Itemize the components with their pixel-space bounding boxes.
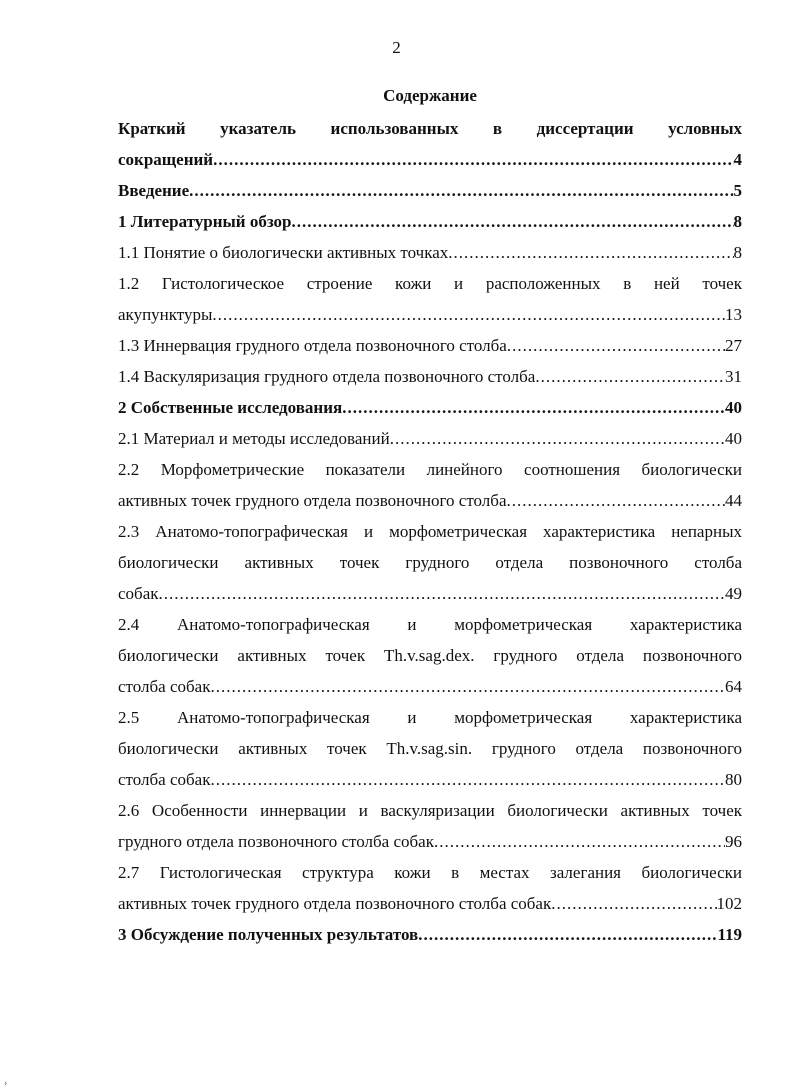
- toc-entry-last-line: [118, 485, 742, 516]
- toc-entry-last-line: [118, 826, 742, 857]
- leader-dots: [418, 919, 717, 950]
- leader-dots: [551, 888, 716, 919]
- toc-entry[interactable]: [118, 516, 742, 609]
- toc-entry-title: 1.3 Иннервация грудного отдела позвоночного столба: [118, 336, 507, 355]
- toc-entry-last-line: [118, 237, 742, 268]
- leader-dots: [189, 175, 733, 206]
- toc-entry-last-line: [118, 392, 742, 423]
- toc-entry-line: биологически активных точек Th.v.sag.sin. грудного отдела позвоночного: [118, 739, 742, 758]
- toc-page-number: 64: [725, 677, 742, 696]
- page-title: Содержание: [383, 86, 477, 105]
- toc-entry-title: активных точек грудного отдела позвоночного столба собак: [118, 894, 552, 913]
- toc-entry[interactable]: [118, 175, 742, 206]
- toc-entry-line: 2.5 Анатомо-топографическая и морфометрическая характеристика: [118, 708, 742, 727]
- toc-page-number: 40: [725, 429, 742, 448]
- toc-entry-title: собак: [118, 584, 159, 603]
- toc-page-number: 44: [725, 491, 742, 510]
- toc-entry-last-line: [118, 919, 742, 950]
- toc-entry-line: 2.6 Особенности иннервации и васкуляризации биологически активных точек: [118, 801, 742, 820]
- toc-page-number: 4: [733, 150, 742, 169]
- toc-entry-last-line: [118, 175, 742, 206]
- toc-entry-line: биологически активных точек Th.v.sag.dex. грудного отдела позвоночного: [118, 646, 742, 665]
- toc-entry-title: активных точек грудного отдела позвоночного столба: [118, 491, 507, 510]
- toc-page-number: 96: [725, 832, 742, 851]
- toc-entry-title: 1.4 Васкуляризация грудного отдела позвоночного столба: [118, 367, 536, 386]
- toc-entry-title: 1.1 Понятие о биологически активных точках: [118, 243, 449, 262]
- leader-dots: [342, 392, 725, 423]
- toc-entry[interactable]: [118, 361, 742, 392]
- toc-entry-title: акупунктуры: [118, 305, 213, 324]
- leader-dots: [507, 330, 725, 361]
- toc-entry[interactable]: [118, 609, 742, 702]
- toc-entry[interactable]: [118, 392, 742, 423]
- leader-dots: [507, 485, 726, 516]
- toc-entry-last-line: [118, 423, 742, 454]
- toc-entry-title: 1 Литературный обзор: [118, 212, 292, 231]
- toc-entry[interactable]: [118, 919, 742, 950]
- toc-entry-last-line: [118, 299, 742, 330]
- toc-entry[interactable]: [118, 268, 742, 330]
- toc-entry[interactable]: [118, 237, 742, 268]
- toc-page-number: 31: [725, 367, 742, 386]
- toc-entry[interactable]: [118, 857, 742, 919]
- toc-entry-title: грудного отдела позвоночного столба собак: [118, 832, 434, 851]
- toc-entry-title: 3 Обсуждение полученных результатов: [118, 925, 419, 944]
- toc-entry-title: 2 Собственные исследования: [118, 398, 343, 417]
- leader-dots: [434, 826, 725, 857]
- toc-page-number: 8: [733, 243, 742, 262]
- toc-entry-last-line: [118, 206, 742, 237]
- leader-dots: [292, 206, 734, 237]
- toc-entry-title: столба собак: [118, 770, 211, 789]
- leader-dots: [159, 578, 726, 609]
- toc-page-number: 5: [733, 181, 742, 200]
- leader-dots: [448, 237, 733, 268]
- toc-entry-line: 1.2 Гистологическое строение кожи и расположенных в ней точек: [118, 274, 742, 293]
- toc-entry-last-line: [118, 671, 742, 702]
- toc-entry-last-line: [118, 330, 742, 361]
- leader-dots: [213, 144, 733, 175]
- leader-dots: [390, 423, 725, 454]
- toc-entry[interactable]: [118, 206, 742, 237]
- scan-mark-icon: ›: [4, 1078, 8, 1089]
- toc-entry[interactable]: [118, 113, 742, 175]
- leader-dots: [210, 764, 725, 795]
- toc-entry-last-line: [118, 144, 742, 175]
- toc-entry-last-line: [118, 578, 742, 609]
- toc-entry-last-line: [118, 361, 742, 392]
- toc-entry[interactable]: [118, 423, 742, 454]
- toc-page-number: 27: [725, 336, 742, 355]
- toc-page-number: 119: [717, 925, 742, 944]
- toc-entry-line: Краткий указатель использованных в диссертации условных: [118, 119, 742, 138]
- toc-entry-line: биологически активных точек грудного отдела позвоночного столба: [118, 553, 742, 572]
- toc-entry-line: 2.4 Анатомо-топографическая и морфометрическая характеристика: [118, 615, 742, 634]
- leader-dots: [212, 299, 725, 330]
- toc-entry[interactable]: [118, 330, 742, 361]
- toc-entry-line: 2.7 Гистологическая структура кожи в местах залегания биологически: [118, 863, 742, 882]
- page-number: 2: [392, 38, 401, 57]
- toc-page-number: 102: [716, 894, 742, 913]
- toc-entry-title: столба собак: [118, 677, 211, 696]
- toc-entry-line: 2.2 Морфометрические показатели линейного соотношения биологически: [118, 460, 742, 479]
- toc-entry[interactable]: [118, 702, 742, 795]
- toc-page-number: 8: [733, 212, 742, 231]
- leader-dots: [210, 671, 725, 702]
- toc-entry-last-line: [118, 764, 742, 795]
- toc-page-number: 13: [725, 305, 742, 324]
- table-of-contents: [118, 113, 742, 950]
- toc-page-number: 80: [725, 770, 742, 789]
- toc-entry-last-line: [118, 888, 742, 919]
- toc-page-number: 40: [725, 398, 742, 417]
- toc-page-number: 49: [725, 584, 742, 603]
- toc-entry-title: Введение: [118, 181, 190, 200]
- toc-entry[interactable]: [118, 454, 742, 516]
- toc-entry[interactable]: [118, 795, 742, 857]
- toc-entry-title: сокращений: [118, 150, 214, 169]
- leader-dots: [535, 361, 725, 392]
- toc-entry-line: 2.3 Анатомо-топографическая и морфометрическая характеристика непарных: [118, 522, 742, 541]
- toc-entry-title: 2.1 Материал и методы исследований: [118, 429, 390, 448]
